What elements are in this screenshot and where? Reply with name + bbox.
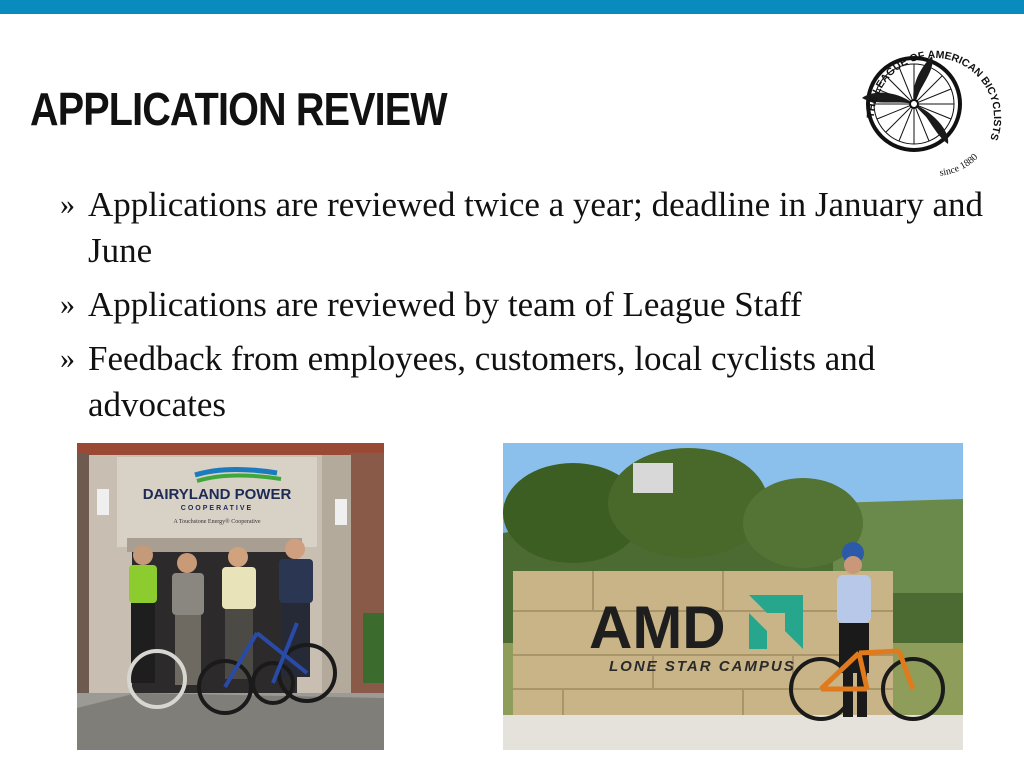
- bullet-item: [60, 282, 1010, 328]
- dairyland-sign-sub: COOPERATIVE: [180, 505, 254, 512]
- bullet-list: [60, 182, 1010, 436]
- bullet-marker: »: [60, 288, 75, 321]
- bullet-text: Applications are reviewed by team of League Staff: [88, 285, 802, 324]
- bullet-text: Applications are reviewed twice a year; deadline in January and June: [88, 185, 984, 270]
- amd-sign-subtext: LONE STAR CAMPUS: [609, 658, 796, 675]
- dairyland-sign-name: DAIRYLAND POWER: [142, 486, 292, 503]
- svg-text:since 1880: [939, 152, 980, 178]
- bullet-marker: »: [60, 342, 75, 375]
- amd-sign-text: AMD: [589, 594, 726, 661]
- league-logo: [852, 26, 1004, 178]
- slide-title: APPLICATION REVIEW: [30, 83, 447, 135]
- dairyland-photo: [77, 443, 384, 750]
- top-accent-bar: [0, 0, 1024, 14]
- bullet-item: [60, 336, 1010, 428]
- league-of-american-bicyclists-logo-icon: [852, 26, 1004, 178]
- dairyland-sign-tagline: A Touchstone Energy® Cooperative: [173, 519, 261, 525]
- amd-photo: [503, 443, 963, 750]
- bullet-marker: »: [60, 188, 75, 221]
- logo-text: THE LEAGUE OF AMERICAN BICYCLISTS: [864, 48, 1004, 142]
- bullet-text: Feedback from employees, customers, local cyclists and advocates: [88, 339, 876, 424]
- bullet-item: [60, 182, 1010, 274]
- logo-since: since 1880: [938, 151, 981, 178]
